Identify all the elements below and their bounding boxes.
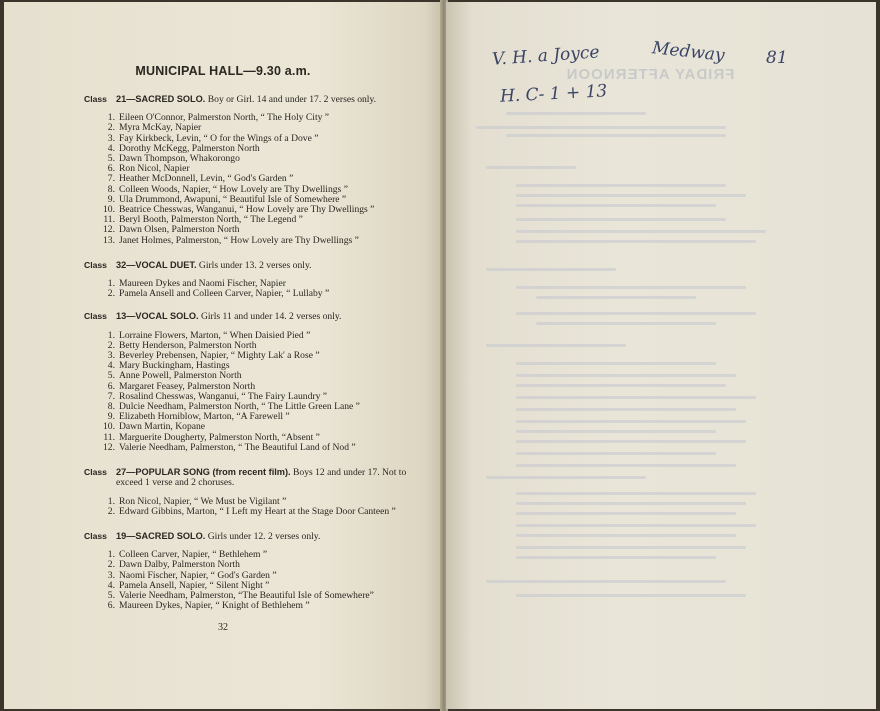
- entrant-number: 2.: [107, 559, 115, 571]
- page-number: 32: [218, 622, 228, 633]
- entrant-number: 7.: [107, 390, 115, 402]
- bleed-through-line: [516, 204, 716, 207]
- bleed-through-line: [516, 420, 746, 423]
- entrant-item: [84, 289, 424, 299]
- entrant-number: 1.: [107, 549, 115, 561]
- entrant-number: 1.: [107, 112, 115, 124]
- entrant-number: 6.: [107, 163, 115, 175]
- entrant-number: 12.: [103, 441, 115, 453]
- class-heading: [84, 311, 424, 322]
- entrant-number: 8.: [107, 401, 115, 413]
- entrant-detail: Eileen O'Connor, Palmerston North, “ The Holy City ”: [119, 112, 330, 124]
- entrant-number: 5.: [107, 153, 115, 165]
- entrant-detail: Dawn Olsen, Palmerston North: [119, 224, 240, 236]
- entrant-detail: Colleen Woods, Napier, “ How Lovely are Thy Dwellings ”: [119, 183, 348, 195]
- bleed-through-line: [516, 384, 726, 387]
- bleed-through-line: [486, 344, 626, 347]
- class-label: Class: [84, 530, 107, 541]
- class-description: [116, 260, 424, 271]
- bleed-through-line: [486, 268, 616, 271]
- entrant-number: 5.: [107, 589, 115, 601]
- entrant-number: 4.: [107, 142, 115, 154]
- entrant-detail: Anne Powell, Palmerston North: [119, 370, 242, 382]
- entrant-number: 13.: [103, 234, 115, 246]
- class-block: [84, 467, 424, 517]
- entrant-item: [84, 560, 424, 570]
- entrant-detail: Ron Nicol, Napier: [119, 163, 190, 175]
- entrant-detail: Valerie Needham, Palmerston, “The Beautiful Isle of Somewhere”: [119, 589, 374, 601]
- class-description: [116, 311, 424, 322]
- entrant-detail: Janet Holmes, Palmerston, “ How Lovely are Thy Dwellings ”: [119, 234, 359, 246]
- entrant-number: 3.: [107, 350, 115, 362]
- entrant-detail: Pamela Ansell, Napier, “ Silent Night ”: [119, 579, 270, 591]
- class-description: [116, 531, 424, 542]
- handwritten-place: Medway: [651, 38, 726, 66]
- entrant-detail: Ula Drummond, Awapuni, “ Beautiful Isle of Somewhere ”: [119, 193, 347, 205]
- entrant-detail: Dawn Martin, Kopane: [119, 421, 206, 433]
- bleed-through-line: [486, 476, 646, 479]
- entrant-item: [84, 443, 424, 453]
- entrant-number: 11.: [103, 431, 115, 443]
- entrant-item: [84, 236, 424, 246]
- bleed-through-line: [516, 240, 756, 243]
- class-block: [84, 94, 424, 246]
- bleed-through-line: [516, 286, 746, 289]
- bleed-through-heading: FRIDAY AFTERNOON: [565, 66, 735, 83]
- entrant-detail: Ron Nicol, Napier, “ We Must be Vigilant ”: [119, 495, 287, 507]
- class-conditions: Boys 12 and under 17. Not to exceed 1 verse and 2 choruses.: [116, 467, 407, 489]
- class-conditions: Girls 11 and under 14. 2 verses only.: [198, 311, 342, 323]
- entrant-list: [84, 279, 424, 299]
- bleed-through-line: [516, 374, 736, 377]
- entrant-detail: Maureen Dykes, Napier, “ Knight of Bethlehem ”: [119, 600, 310, 612]
- entrant-detail: Maureen Dykes and Naomi Fischer, Napier: [119, 278, 286, 290]
- bleed-through-line: [506, 112, 646, 115]
- bleed-through-line: [516, 430, 716, 433]
- class-label: Class: [84, 467, 107, 478]
- bleed-through-line: [516, 218, 726, 221]
- entrant-detail: Myra McKay, Napier: [119, 122, 202, 134]
- entrant-number: 11.: [103, 214, 115, 226]
- entrant-list: [84, 113, 424, 246]
- class-name: 19—SACRED SOLO.: [116, 530, 206, 541]
- entrant-list: [84, 331, 424, 453]
- entrant-detail: Marguerite Dougherty, Palmerston North, “Absent ”: [119, 431, 320, 443]
- entrant-detail: Dorothy McKegg, Palmerston North: [119, 142, 260, 154]
- entrant-detail: Colleen Carver, Napier, “ Bethlehem ”: [119, 549, 268, 561]
- class-label: Class: [84, 311, 107, 322]
- page-title: MUNICIPAL HALL—9.30 a.m.: [135, 64, 311, 78]
- entrant-number: 10.: [103, 421, 115, 433]
- handwritten-number: 81: [766, 48, 788, 68]
- entrant-detail: Beryl Booth, Palmerston North, “ The Legend ”: [119, 214, 303, 226]
- class-name: 21—SACRED SOLO.: [116, 94, 206, 104]
- class-label: Class: [84, 94, 107, 104]
- handwritten-name: V. H. a Joyce: [491, 42, 601, 70]
- entrant-detail: Betty Henderson, Palmerston North: [119, 339, 257, 351]
- entrant-number: 1.: [107, 278, 115, 290]
- bleed-through-line: [516, 534, 736, 537]
- entrant-detail: Beatrice Chesswas, Wanganui, “ How Lovely are Thy Dwellings ”: [119, 204, 375, 216]
- class-block: [84, 311, 424, 453]
- bleed-through-line: [516, 184, 726, 187]
- entrant-number: 5.: [107, 370, 115, 382]
- entrant-number: 10.: [103, 204, 115, 216]
- entrant-detail: Dulcie Needham, Palmerston North, “ The Little Green Lane ”: [119, 401, 360, 413]
- bleed-through-line: [516, 524, 756, 527]
- programme-listing: [84, 94, 424, 611]
- class-block: [84, 531, 424, 611]
- entrant-detail: Valerie Needham, Palmerston, “ The Beautiful Land of Nod ”: [119, 441, 356, 453]
- bleed-through-line: [486, 166, 576, 169]
- class-conditions: Girls under 12. 2 verses only.: [205, 530, 321, 542]
- entrant-detail: Beverley Prebensen, Napier, “ Mighty Lak' a Rose ”: [119, 350, 320, 362]
- bleed-through-line: [516, 312, 756, 315]
- bleed-through-line: [516, 464, 736, 467]
- entrant-detail: Mary Buckingham, Hastings: [119, 360, 230, 372]
- class-description: [116, 467, 424, 488]
- entrant-detail: Rosalind Chesswas, Wanganui, “ The Fairy Laundry ”: [119, 390, 328, 402]
- entrant-number: 2.: [107, 122, 115, 134]
- entrant-number: 8.: [107, 183, 115, 195]
- class-label: Class: [84, 259, 107, 270]
- entrant-list: [84, 550, 424, 611]
- bleed-through-line: [536, 322, 716, 325]
- entrant-item: [84, 507, 424, 517]
- left-page: [4, 2, 442, 709]
- entrant-number: 9.: [107, 193, 115, 205]
- class-name: 32—VOCAL DUET.: [116, 259, 197, 270]
- bleed-through-line: [516, 492, 756, 495]
- entrant-number: 4.: [107, 579, 115, 591]
- entrant-number: 3.: [107, 132, 115, 144]
- entrant-number: 1.: [107, 329, 115, 341]
- class-name: 13—VOCAL SOLO.: [116, 311, 199, 322]
- class-conditions: Boy or Girl. 14 and under 17. 2 verses only.: [205, 94, 377, 105]
- class-block: [84, 260, 424, 300]
- entrant-number: 7.: [107, 173, 115, 185]
- bleed-through-line: [486, 580, 726, 583]
- entrant-detail: Fay Kirkbeck, Levin, “ O for the Wings of a Dove ”: [119, 132, 319, 144]
- entrant-detail: Lorraine Flowers, Marton, “ When Daisied Pied ”: [119, 329, 311, 341]
- class-conditions: Girls under 13. 2 verses only.: [196, 259, 312, 271]
- bleed-through-line: [506, 134, 726, 137]
- bleed-through-line: [516, 556, 716, 559]
- class-description: [116, 94, 424, 105]
- entrant-detail: Naomi Fischer, Napier, “ God's Garden ”: [119, 569, 277, 581]
- bleed-through-line: [516, 440, 746, 443]
- entrant-detail: Margaret Feasey, Palmerston North: [119, 380, 256, 392]
- entrant-detail: Pamela Ansell and Colleen Carver, Napier, “ Lullaby ”: [119, 288, 330, 300]
- bleed-through-line: [516, 194, 746, 197]
- bleed-through-line: [516, 396, 756, 399]
- entrant-number: 3.: [107, 569, 115, 581]
- entrant-number: 6.: [107, 380, 115, 392]
- class-heading: [84, 260, 424, 271]
- entrant-number: 6.: [107, 600, 115, 612]
- bleed-through-line: [516, 512, 736, 515]
- entrant-number: 4.: [107, 360, 115, 372]
- bleed-through-line: [516, 408, 736, 411]
- class-name: 27—POPULAR SONG (from recent film).: [116, 467, 291, 478]
- entrant-number: 2.: [107, 339, 115, 351]
- class-heading: [84, 531, 424, 542]
- bleed-through-line: [516, 594, 746, 597]
- entrant-number: 12.: [103, 224, 115, 236]
- bleed-through-line: [516, 362, 716, 365]
- entrant-number: 9.: [107, 411, 115, 423]
- entrant-detail: Heather McDonnell, Levin, “ God's Garden ”: [119, 173, 294, 185]
- bleed-through-line: [516, 502, 746, 505]
- handwritten-classes: H. C- 1 + 13: [499, 81, 608, 107]
- bleed-through-line: [476, 126, 726, 129]
- entrant-detail: Elizabeth Horniblow, Marton, “A Farewell ”: [119, 411, 290, 423]
- entrant-list: [84, 497, 424, 517]
- entrant-number: 2.: [107, 505, 115, 517]
- entrant-detail: Dawn Thompson, Whakorongo: [119, 153, 240, 165]
- bleed-through-line: [516, 546, 746, 549]
- right-page: [446, 2, 876, 709]
- entrant-number: 2.: [107, 288, 115, 300]
- entrant-detail: Edward Gibbins, Marton, “ I Left my Heart at the Stage Door Canteen ”: [119, 505, 396, 517]
- class-heading: [84, 94, 424, 105]
- entrant-detail: Dawn Dalby, Palmerston North: [119, 559, 240, 571]
- class-heading: [84, 467, 424, 488]
- bleed-through-line: [536, 296, 696, 299]
- bleed-through-line: [516, 230, 766, 233]
- entrant-number: 1.: [107, 495, 115, 507]
- entrant-item: [84, 601, 424, 611]
- bleed-through-line: [516, 452, 716, 455]
